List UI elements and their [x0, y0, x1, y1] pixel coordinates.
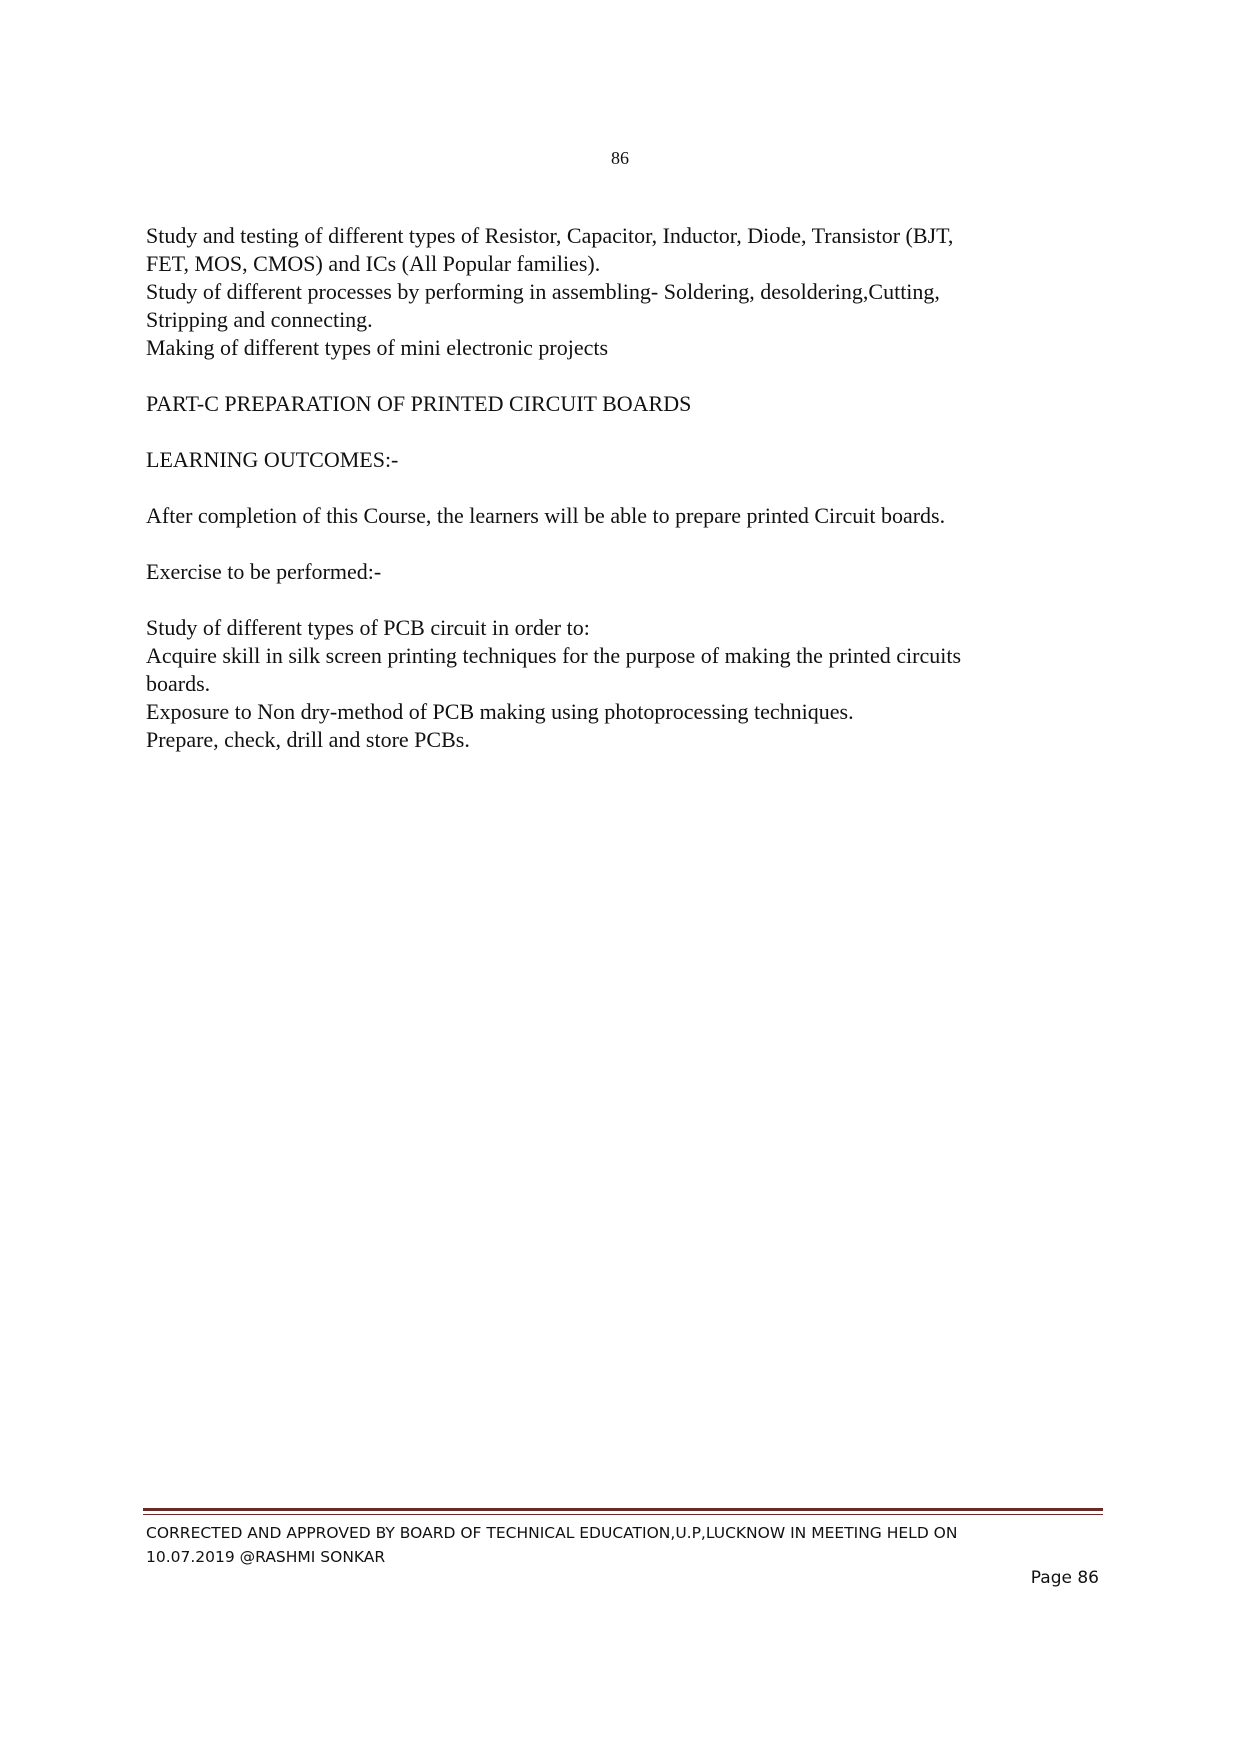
text-line: boards. [146, 671, 211, 696]
spacer [146, 418, 1086, 446]
text-line: Making of different types of mini electronic projects [146, 335, 609, 360]
spacer [146, 530, 1086, 558]
footer-divider-thin [143, 1514, 1103, 1515]
footer-page-number: Page 86 [1030, 1568, 1099, 1588]
text-line: Study of different processes by performing in assembling- Soldering, desoldering,Cutting, [146, 279, 940, 304]
page-number-top: 86 [611, 148, 629, 168]
footer-line-1: CORRECTED AND APPROVED BY BOARD OF TECHNICAL EDUCATION,U.P,LUCKNOW IN MEETING HELD ON [146, 1524, 958, 1542]
spacer [146, 586, 1086, 614]
body-text [146, 222, 1086, 754]
footer-line-2: 10.07.2019 @RASHMI SONKAR [146, 1548, 386, 1566]
spacer [146, 474, 1086, 502]
part-heading: PART-C PREPARATION OF PRINTED CIRCUIT BOARDS [146, 391, 692, 416]
exercise-heading: Exercise to be performed:- [146, 559, 382, 584]
text-line: Exposure to Non dry-method of PCB making using photoprocessing techniques. [146, 699, 854, 724]
text-line: Stripping and connecting. [146, 307, 373, 332]
footer-divider [143, 1508, 1103, 1511]
text-line: FET, MOS, CMOS) and ICs (All Popular families). [146, 251, 601, 276]
text-line: Study and testing of different types of Resistor, Capacitor, Inductor, Diode, Transistor (BJT, [146, 223, 954, 248]
text-line: Study of different types of PCB circuit in order to: [146, 615, 590, 640]
text-line: Prepare, check, drill and store PCBs. [146, 727, 470, 752]
text-line: Acquire skill in silk screen printing techniques for the purpose of making the printed circuits [146, 643, 962, 668]
outcomes-heading: LEARNING OUTCOMES:- [146, 447, 399, 472]
spacer [146, 362, 1086, 390]
outcomes-text: After completion of this Course, the learners will be able to prepare printed Circuit boards. [146, 503, 946, 528]
footer-note [146, 1521, 1106, 1569]
